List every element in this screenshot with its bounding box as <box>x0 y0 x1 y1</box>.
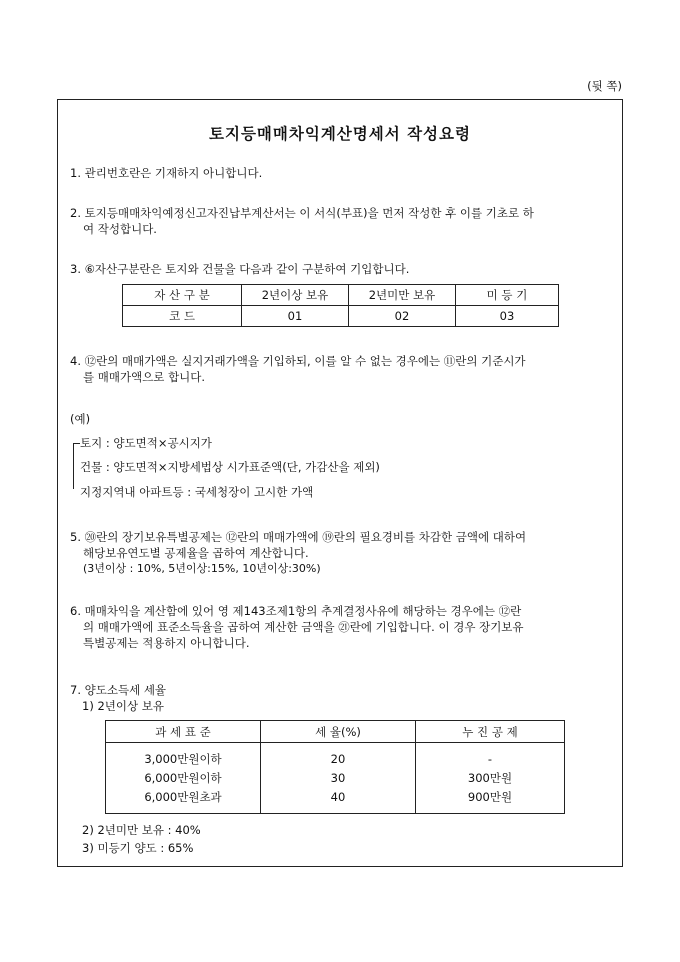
tax-base-3: 6,000만원초과 <box>144 789 222 804</box>
asset-code-01: 01 <box>242 306 349 327</box>
item-2-line2: 여 작성합니다. <box>83 222 157 236</box>
item-5 <box>70 529 610 577</box>
item-7: 7. 양도소득세 세율 <box>70 683 167 697</box>
item-4-line1: 4. ⑫란의 매매가액은 실지거래가액을 기입하되, 이를 알 수 없는 경우에는 ⑪란의 기준시가 <box>70 354 526 368</box>
example-land: 토지 : 양도면적×공시지가 <box>80 436 212 450</box>
item-1: 1. 관리번호란은 기재하지 아니합니다. <box>70 166 263 180</box>
tax-base-2: 6,000만원이하 <box>144 770 222 785</box>
tax-header-rate: 세 율(%) <box>261 721 416 743</box>
example-building: 건물 : 양도면적×지방세법상 시가표준액(단, 가감산을 제외) <box>80 460 380 474</box>
asset-row-label: 코 드 <box>123 306 242 327</box>
example-label: (예) <box>70 412 91 426</box>
item-7-sub1: 1) 2년이상 보유 <box>82 699 164 713</box>
example-apartment: 지정지역내 아파트등 : 국세청장이 고시한 가액 <box>80 485 314 499</box>
item-7-sub2: 2) 2년미만 보유 : 40% <box>82 823 201 837</box>
tax-deduction-column <box>416 743 565 814</box>
document-title: 토지등매매차익계산명세서 작성요령 <box>209 124 471 143</box>
tax-deduction-1: - <box>487 751 493 766</box>
asset-header-2y-over: 2년이상 보유 <box>242 285 349 306</box>
tax-rate-3: 40 <box>330 789 346 804</box>
item-5-line1: 5. ⑳란의 장기보유특별공제는 ⑫란의 매매가액에 ⑲란의 필요경비를 차감한 금액에 대하여 <box>70 530 527 544</box>
tax-rate-table <box>105 720 565 814</box>
tax-base-column <box>106 743 261 814</box>
page-side-label: (뒷 쪽) <box>587 79 622 93</box>
tax-deduction-2: 300만원 <box>467 770 513 785</box>
item-6-line2: 의 매매가액에 표준소득율을 곱하여 계산한 금액을 ㉑란에 기입합니다. 이 경우 장기보유 <box>83 620 524 634</box>
tax-deduction-3: 900만원 <box>467 789 513 804</box>
tax-rate-1: 20 <box>330 751 346 766</box>
item-6-line1: 6. 매매차익을 계산함에 있어 영 제143조제1항의 추계결정사유에 해당하는 경우에는 ⑫란 <box>70 604 522 618</box>
item-7-sub3: 3) 미등기 양도 : 65% <box>82 841 194 855</box>
item-6 <box>70 603 610 651</box>
tax-rate-column <box>261 743 416 814</box>
asset-code-table <box>122 284 559 327</box>
item-2 <box>70 205 610 237</box>
tax-header-deduction: 누 진 공 제 <box>416 721 565 743</box>
asset-code-03: 03 <box>456 306 559 327</box>
item-5-rates: (3년이상 : 10%, 5년이상:15%, 10년이상:30%) <box>83 562 321 575</box>
item-4-line2: 를 매매가액으로 합니다. <box>83 370 206 384</box>
item-3: 3. ⑥자산구분란은 토지와 건물을 다음과 같이 구분하여 기입합니다. <box>70 262 410 276</box>
asset-header-2y-under: 2년미만 보유 <box>349 285 456 306</box>
tax-base-1: 3,000만원이하 <box>144 751 222 766</box>
tax-header-base: 과 세 표 준 <box>106 721 261 743</box>
item-5-line2: 해당보유연도별 공제율을 곱하여 계산합니다. <box>83 546 309 560</box>
example-brace <box>73 443 80 489</box>
item-6-line3: 특별공제는 적용하지 아니합니다. <box>83 636 250 650</box>
asset-code-02: 02 <box>349 306 456 327</box>
asset-header-category: 자 산 구 분 <box>123 285 242 306</box>
tax-rate-2: 30 <box>330 770 346 785</box>
item-2-line1: 2. 토지등매매차익예정신고자진납부계산서는 이 서식(부표)을 먼저 작성한 후 이를 기초로 하 <box>70 206 534 220</box>
item-4 <box>70 353 610 385</box>
asset-header-unregistered: 미 등 기 <box>456 285 559 306</box>
